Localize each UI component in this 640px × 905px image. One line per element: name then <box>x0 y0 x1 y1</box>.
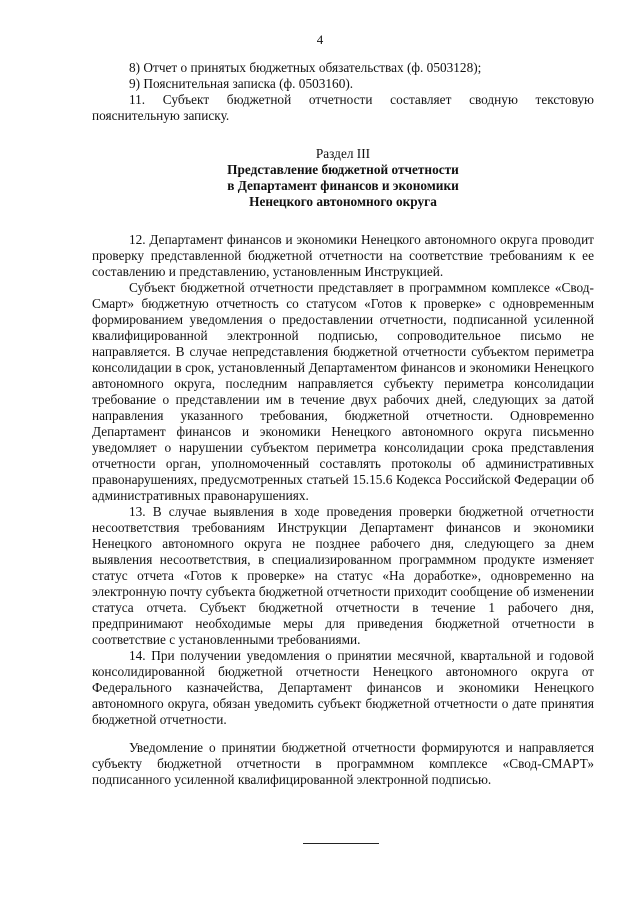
section-heading <box>92 146 594 210</box>
end-rule <box>303 843 379 844</box>
paragraph: Уведомление о принятии бюджетной отчетности формируются и направляется субъекту бюджетной отчетности в программном комплексе «Свод-СМАРТ» подписанного усиленной квалифицированной электронной подписью. <box>92 740 594 787</box>
paragraph: Субъект бюджетной отчетности представляет в программном комплексе «Свод-Смарт» бюджетную отчетность со статусом «Готов к проверке» с одновременным формированием уведомления о предоставлении отчетности, подписанной усиленной квалифицированной электронной подписью, сопроводительное письмо не направляется. В случае непредставления бюджетной отчетности субъектом периметра консолидации в срок, установленный Департаментом финансов и экономики Ненецкого автономного округа, последним направляется субъекту периметра консолидации требование о представлении им в течение двух рабочих дней, следующих за датой направления указанного требования, бюджетной отчетности. Одновременно Департамент финансов и экономики Ненецкого автономного округа письменно уведомляет о нарушении субъектом периметра консолидации срока представления отчетности орган, уполномоченный составлять протоколы об административных правонарушениях, предусмотренных статьей 15.15.6 Кодекса Российской Федерации об административных правонарушениях. <box>92 280 594 503</box>
list-item: 9) Пояснительная записка (ф. 0503160). <box>129 76 354 91</box>
page-number: 4 <box>316 32 324 47</box>
section-title-line: Представление бюджетной отчетности <box>227 162 459 177</box>
document-body <box>92 60 594 788</box>
section-title-line: в Департамент финансов и экономики <box>227 178 459 193</box>
list-continuation <box>92 60 594 124</box>
paragraph: 12. Департамент финансов и экономики Ненецкого автономного округа проводит проверку представленной бюджетной отчетности на соответствие требованиям к ее составлению и представлению, установленным Инструкцией. <box>92 232 594 279</box>
list-item: 11. Субъект бюджетной отчетности составляет сводную текстовую пояснительную записку. <box>92 92 594 123</box>
paragraph: 13. В случае выявления в ходе проведения проверки бюджетной отчетности несоответствия требованиям Инструкции Департамент финансов и экономики Ненецкого автономного округа не позднее рабочего дня, следующего за днем выявления несоответствия, в специализированном программном продукте изменяет статус отчета «Готов к проверке» на статус «На доработке», одновременно на электронную почту субъекта бюджетной отчетности приходит сообщение об изменении статуса отчета. Субъект бюджетной отчетности в течение 1 рабочего дня, предпринимают необходимые меры для приведения бюджетной отчетности в соответствие с установленными требованиями. <box>92 504 594 647</box>
list-item: 8) Отчет о принятых бюджетных обязательствах (ф. 0503128); <box>129 60 482 75</box>
section-number: Раздел III <box>315 146 371 161</box>
paragraph-spacer <box>92 728 594 740</box>
section-title-line: Ненецкого автономного округа <box>249 194 437 209</box>
paragraph: 14. При получении уведомления о принятии месячной, квартальной и годовой консолидированной бюджетной отчетности Ненецкого автономного округа от Федерального казначейства, Департамент финансов и экономики Ненецкого автономного округа, обязан уведомить субъект бюджетной отчетности о дате принятия бюджетной отчетности. <box>92 648 594 727</box>
